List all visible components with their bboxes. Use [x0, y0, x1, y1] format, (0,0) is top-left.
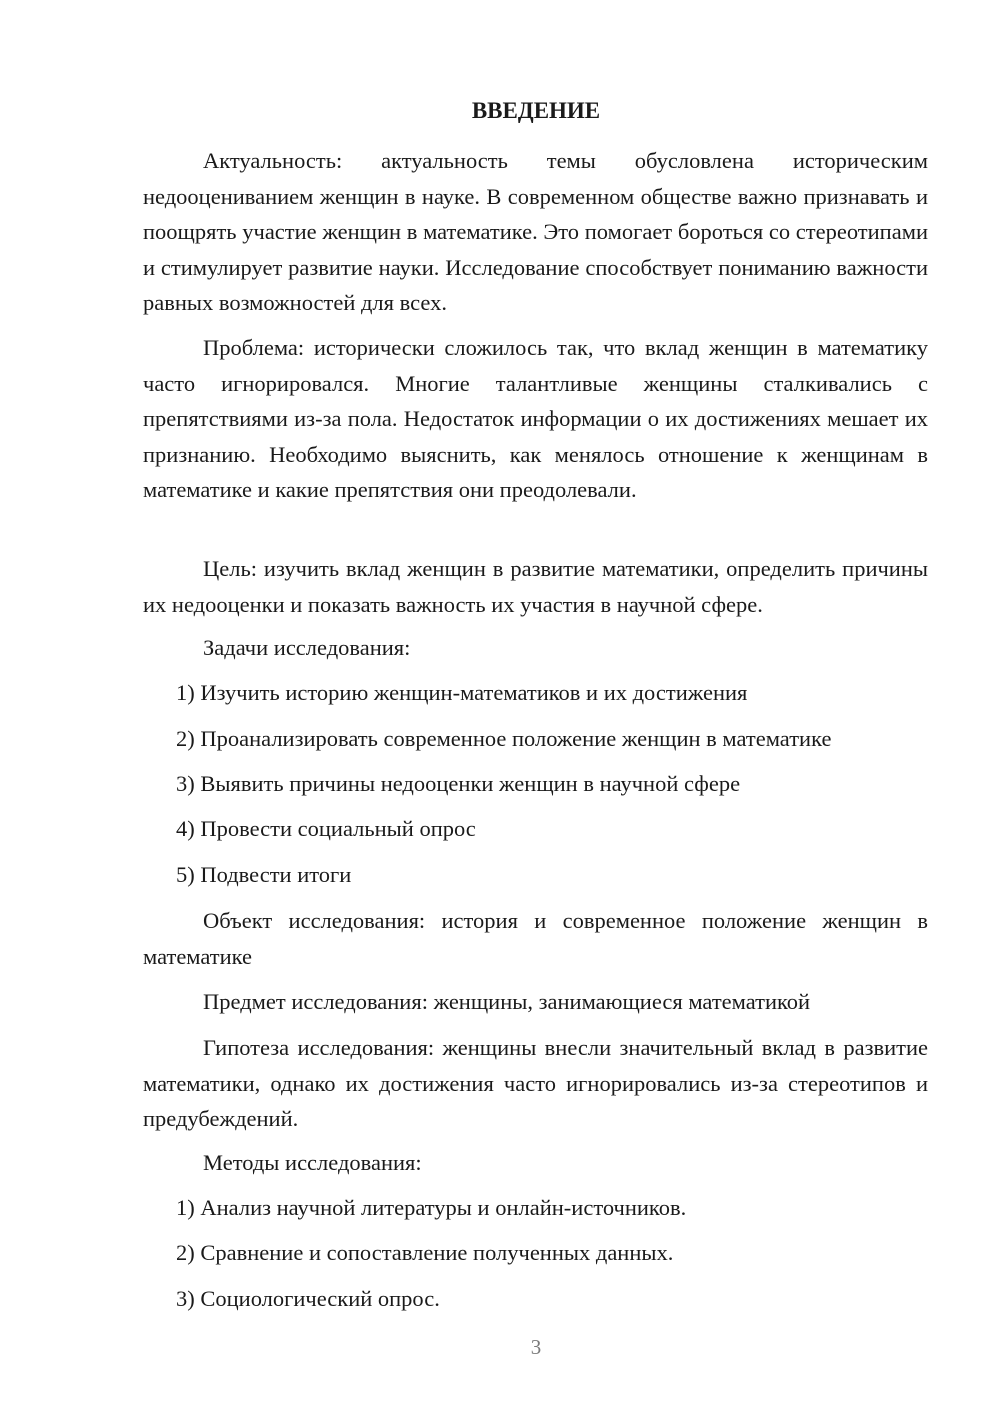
paragraph-problem: Проблема: исторически сложилось так, что вклад женщин в математику часто игнорировался. Многие талантливые женщины сталкивались с препятствиями из-за пола. Недостаток информации о их достижениях мешает их признанию. Необходимо выяснить, как менялось отношение к женщинам в математике и какие препятствия они преодолевали. [143, 335, 928, 502]
tasks-label: Задачи исследования: [203, 635, 411, 660]
method-item-3: 3) Социологический опрос. [176, 1286, 440, 1311]
paragraph-actuality: Актуальность: актуальность темы обусловлена историческим недооцениванием женщин в науке. В современном обществе важно признавать и поощрять участие женщин в математике. Это помогает бороться со стереотипами и стимулирует развитие науки. Исследование способствует пониманию важности равных возможностей для всех. [143, 148, 928, 315]
method-item-2: 2) Сравнение и сопоставление полученных данных. [176, 1240, 674, 1265]
methods-label: Методы исследования: [203, 1150, 422, 1175]
page-title: ВВЕДЕНИЕ [471, 98, 601, 123]
paragraph-subject: Предмет исследования: женщины, занимающиеся математикой [203, 989, 811, 1014]
paragraph-object: Объект исследования: история и современное положение женщин в математике [143, 908, 928, 969]
task-item-4: 4) Провести социальный опрос [176, 816, 476, 841]
page-number: 3 [530, 1335, 542, 1359]
paragraph-hypothesis: Гипотеза исследования: женщины внесли значительный вклад в развитие математики, однако их достижения часто игнорировались из-за стереотипов и предубеждений. [143, 1035, 928, 1131]
task-item-2: 2) Проанализировать современное положение женщин в математике [176, 726, 832, 751]
method-item-1: 1) Анализ научной литературы и онлайн-источников. [176, 1195, 687, 1220]
task-item-3: 3) Выявить причины недооценки женщин в научной сфере [176, 771, 741, 796]
task-item-5: 5) Подвести итоги [176, 862, 352, 887]
task-item-1: 1) Изучить историю женщин-математиков и их достижения [176, 680, 748, 705]
paragraph-goal: Цель: изучить вклад женщин в развитие математики, определить причины их недооценки и показать важность их участия в научной сфере. [143, 556, 928, 617]
